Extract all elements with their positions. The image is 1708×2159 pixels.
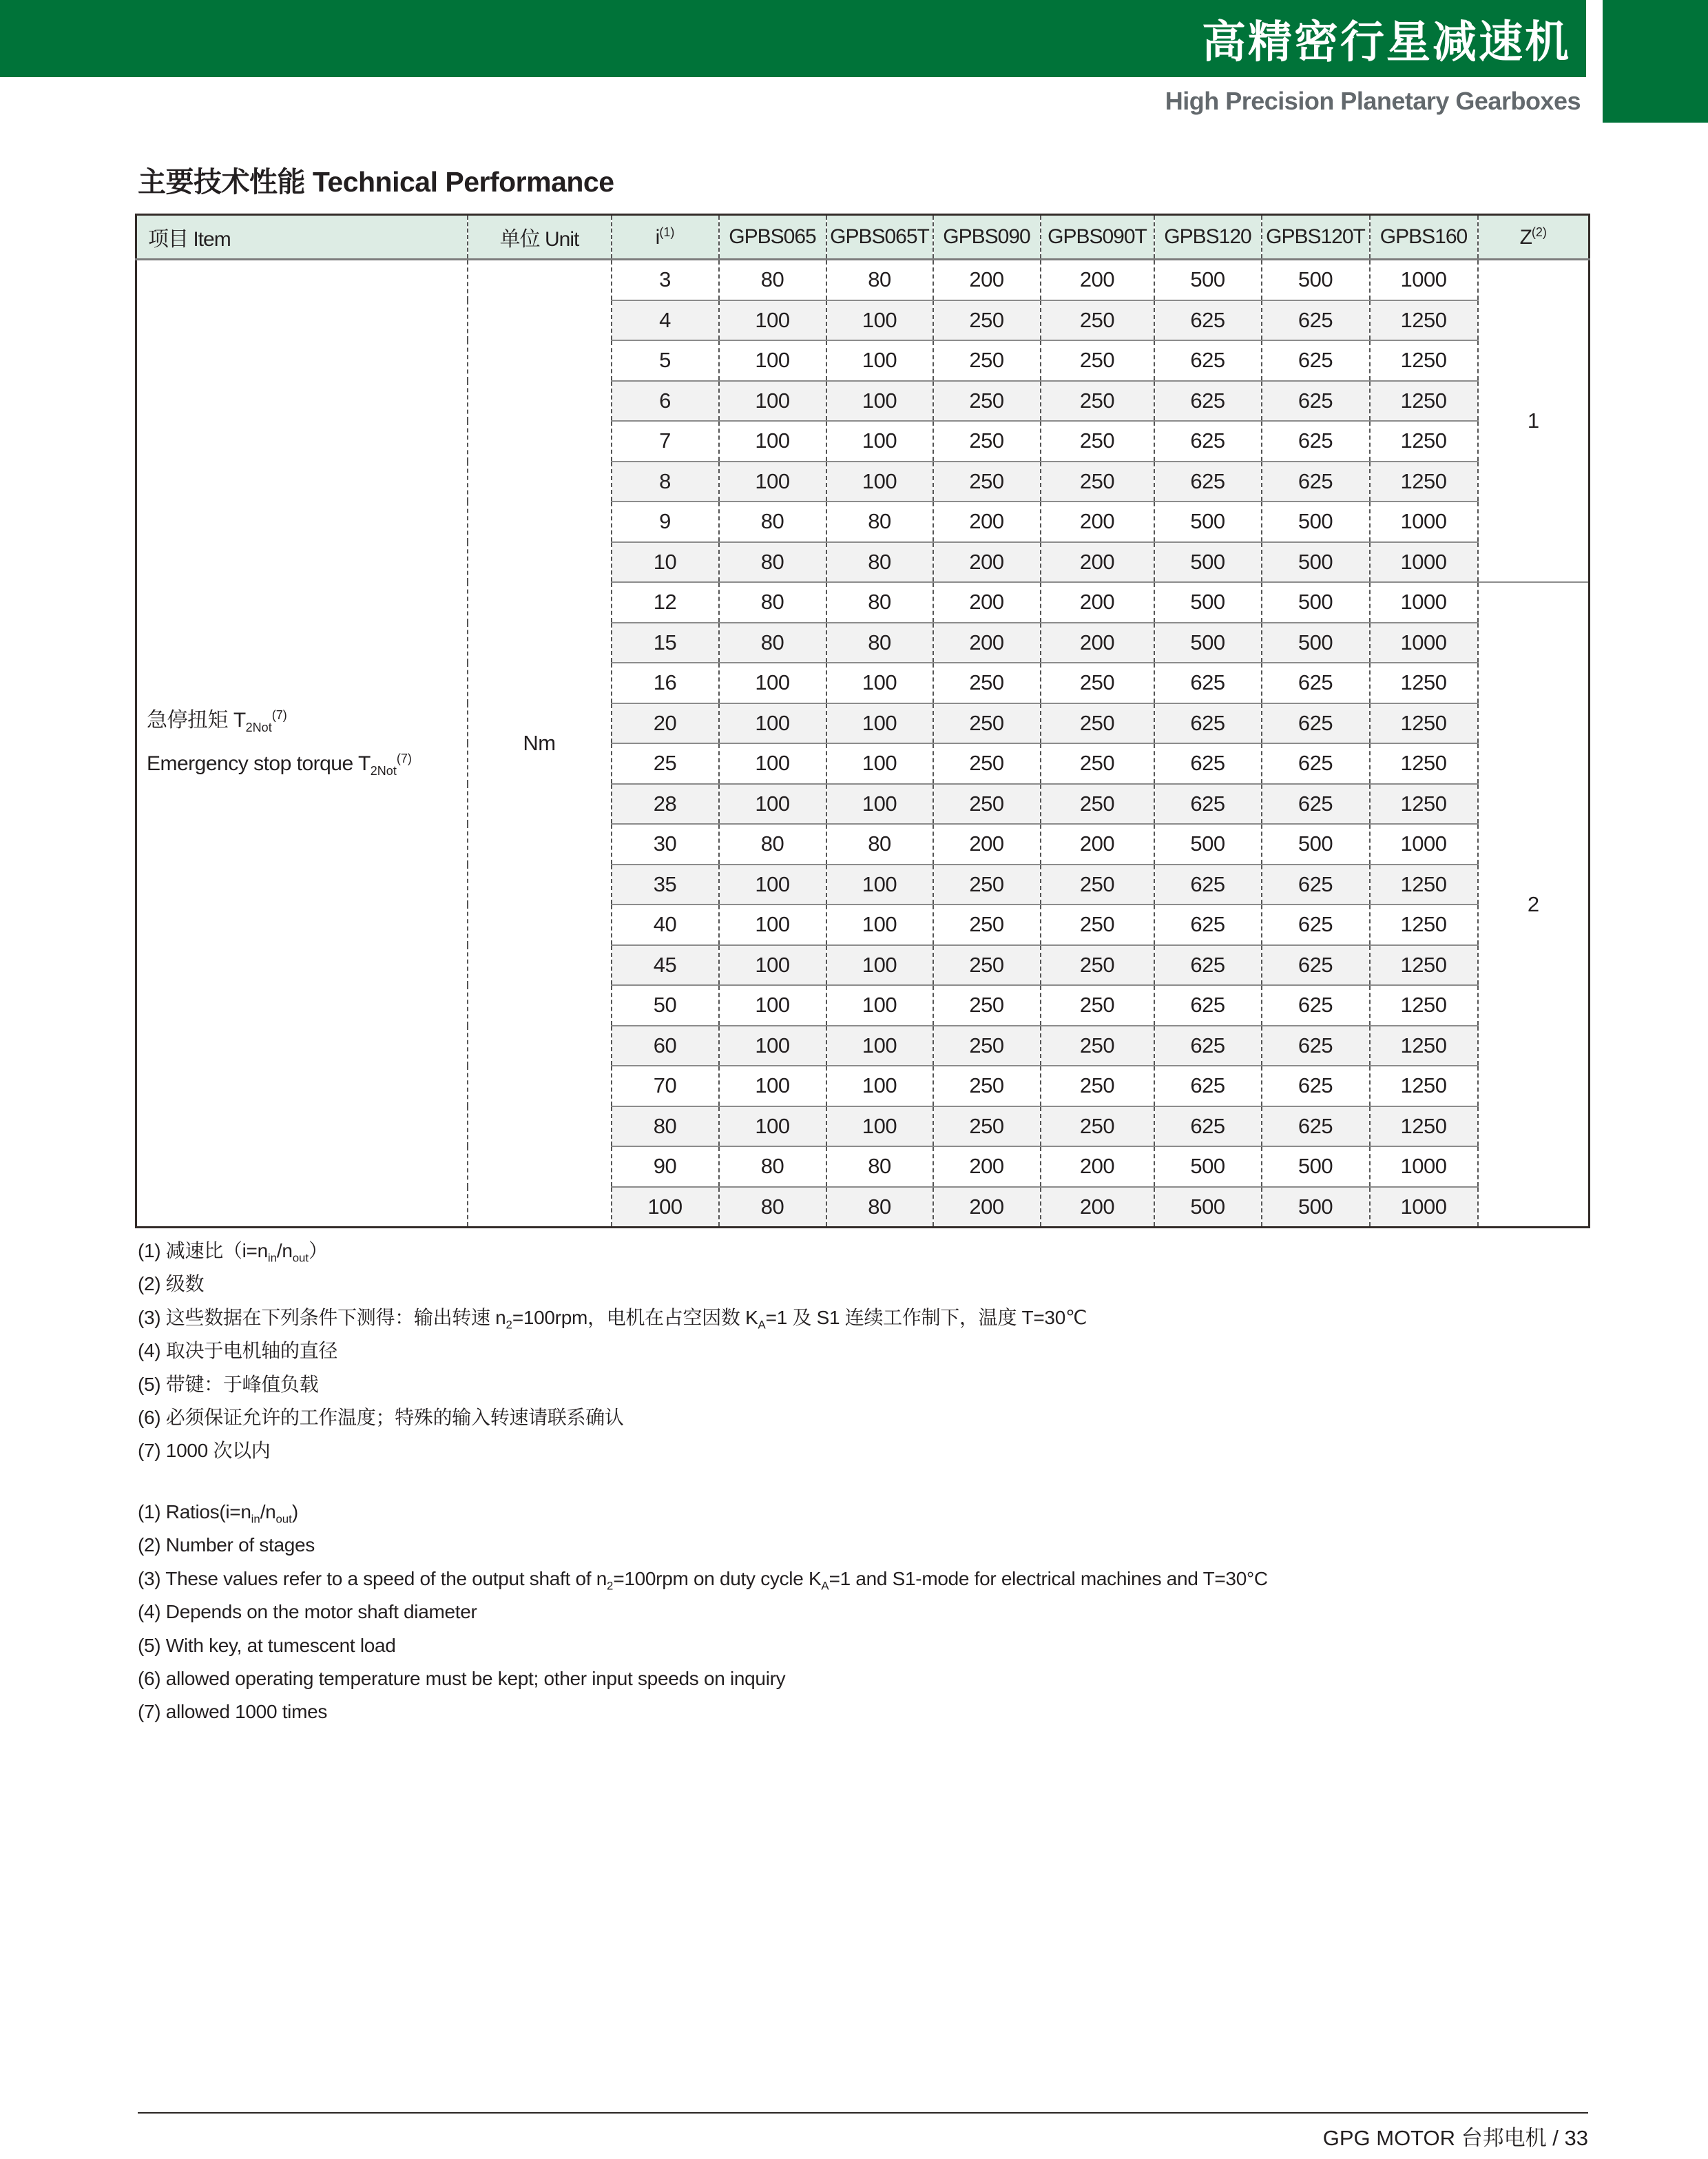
value-cell: 625 — [1154, 381, 1262, 422]
ratio-cell: 20 — [612, 703, 719, 744]
value-cell: 100 — [719, 663, 826, 703]
value-cell: 1250 — [1370, 462, 1478, 502]
ratio-cell: 50 — [612, 985, 719, 1026]
value-cell: 200 — [1041, 582, 1154, 623]
footnote-line: (3) These values refer to a speed of the output shaft of $n_2=100rpm$ on duty cycle $K_A=1$ and S1-mode for electrical machines and T=30°C — [138, 1567, 1268, 1593]
footnote-line: (5) With key, at tumescent load — [138, 1634, 396, 1656]
ratio-cell: 16 — [612, 663, 719, 703]
value-cell: 625 — [1262, 865, 1370, 905]
value-cell: 250 — [1041, 1106, 1154, 1147]
value-cell: 625 — [1262, 1066, 1370, 1106]
value-cell: 250 — [1041, 905, 1154, 945]
value-cell: 500 — [1154, 582, 1262, 623]
value-cell: 80 — [826, 542, 933, 583]
value-cell: 250 — [933, 381, 1041, 422]
value-cell: 250 — [933, 340, 1041, 381]
footer-divider — [138, 2112, 1588, 2114]
value-cell: 200 — [933, 260, 1041, 300]
value-cell: 1000 — [1370, 542, 1478, 583]
footnote-line: (2) Number of stages — [138, 1534, 315, 1556]
value-cell: 625 — [1262, 784, 1370, 825]
value-cell: 250 — [1041, 743, 1154, 784]
value-cell: 625 — [1154, 1106, 1262, 1147]
value-cell: 100 — [719, 1066, 826, 1106]
value-cell: 80 — [826, 1146, 933, 1187]
value-cell: 250 — [933, 1026, 1041, 1066]
value-cell: 200 — [1041, 542, 1154, 583]
value-cell: 500 — [1262, 1146, 1370, 1187]
value-cell: 1250 — [1370, 945, 1478, 986]
value-cell: 250 — [1041, 703, 1154, 744]
value-cell: 1250 — [1370, 1066, 1478, 1106]
value-cell: 200 — [933, 1146, 1041, 1187]
ratio-cell: 90 — [612, 1146, 719, 1187]
page-title-zh: 高精密行星减速机 — [1202, 17, 1571, 67]
ratio-cell: 60 — [612, 1026, 719, 1066]
value-cell: 500 — [1154, 1187, 1262, 1228]
value-cell: 80 — [826, 623, 933, 663]
value-cell: 625 — [1154, 300, 1262, 341]
value-cell: 250 — [1041, 381, 1154, 422]
value-cell: 1250 — [1370, 663, 1478, 703]
value-cell: 200 — [1041, 1146, 1154, 1187]
item-cell: 急停扭矩 $T_{2Not}^{(7)}$ Emergency stop torque $T_{2Not}^{(7)}$ — [136, 260, 468, 1228]
value-cell: 100 — [826, 703, 933, 744]
value-cell: 1000 — [1370, 1146, 1478, 1187]
footer-page-info: GPG MOTOR 台邦电机 / 33 — [1322, 2126, 1588, 2150]
value-cell: 100 — [719, 905, 826, 945]
value-cell: 625 — [1154, 663, 1262, 703]
value-cell: 80 — [826, 260, 933, 300]
value-cell: 100 — [826, 663, 933, 703]
column-header-2: $i^{(1)}$ — [612, 215, 719, 260]
column-header-4: GPBS065T — [826, 215, 933, 260]
value-cell: 80 — [719, 623, 826, 663]
value-cell: 625 — [1262, 381, 1370, 422]
value-cell: 625 — [1154, 1066, 1262, 1106]
value-cell: 250 — [1041, 340, 1154, 381]
value-cell: 250 — [933, 905, 1041, 945]
value-cell: 250 — [1041, 421, 1154, 462]
ratio-cell: 5 — [612, 340, 719, 381]
section-title: 主要技术性能 Technical Performance — [138, 166, 614, 198]
column-header-3: GPBS065 — [719, 215, 826, 260]
value-cell: 625 — [1262, 703, 1370, 744]
column-header-5: GPBS090 — [933, 215, 1041, 260]
column-header-7: GPBS120 — [1154, 215, 1262, 260]
value-cell: 200 — [933, 824, 1041, 865]
value-cell: 1000 — [1370, 824, 1478, 865]
header-corner-block — [1603, 0, 1708, 123]
value-cell: 250 — [933, 421, 1041, 462]
footnote-line: (6) 必须保证允许的工作温度；特殊的输入转速请联系确认 — [138, 1406, 624, 1428]
value-cell: 250 — [1041, 985, 1154, 1026]
ratio-cell: 4 — [612, 300, 719, 341]
ratio-cell: 15 — [612, 623, 719, 663]
value-cell: 80 — [719, 502, 826, 542]
value-cell: 250 — [933, 784, 1041, 825]
value-cell: 250 — [933, 985, 1041, 1026]
value-cell: 100 — [826, 462, 933, 502]
value-cell: 250 — [1041, 663, 1154, 703]
column-header-9: GPBS160 — [1370, 215, 1478, 260]
value-cell: 100 — [826, 421, 933, 462]
value-cell: 100 — [719, 865, 826, 905]
header-banner — [0, 0, 1586, 77]
value-cell: 80 — [826, 1187, 933, 1228]
footnote-line: (4) 取决于电机轴的直径 — [138, 1340, 338, 1362]
value-cell: 80 — [826, 502, 933, 542]
value-cell: 250 — [933, 865, 1041, 905]
value-cell: 100 — [826, 1026, 933, 1066]
footnote-line: (4) Depends on the motor shaft diameter — [138, 1601, 477, 1623]
footnote-line: (2) 级数 — [138, 1273, 205, 1295]
ratio-cell: 70 — [612, 1066, 719, 1106]
ratio-cell: 6 — [612, 381, 719, 422]
ratio-cell: 3 — [612, 260, 719, 300]
value-cell: 625 — [1154, 340, 1262, 381]
column-header-1: 单位 Unit — [468, 215, 612, 260]
value-cell: 1250 — [1370, 865, 1478, 905]
value-cell: 80 — [719, 260, 826, 300]
value-cell: 625 — [1154, 905, 1262, 945]
value-cell: 250 — [1041, 1026, 1154, 1066]
value-cell: 100 — [719, 703, 826, 744]
value-cell: 250 — [933, 462, 1041, 502]
value-cell: 100 — [826, 1066, 933, 1106]
value-cell: 100 — [719, 340, 826, 381]
value-cell: 200 — [1041, 260, 1154, 300]
value-cell: 625 — [1154, 985, 1262, 1026]
value-cell: 250 — [1041, 300, 1154, 341]
value-cell: 100 — [826, 784, 933, 825]
footnotes-english — [138, 1496, 1268, 1729]
value-cell: 500 — [1262, 582, 1370, 623]
value-cell: 80 — [826, 824, 933, 865]
unit-cell: Nm — [468, 260, 612, 1228]
footnote-line: (5) 带键：于峰值负载 — [138, 1373, 319, 1395]
value-cell: 250 — [933, 703, 1041, 744]
value-cell: 200 — [1041, 824, 1154, 865]
value-cell: 1250 — [1370, 421, 1478, 462]
ratio-cell: 80 — [612, 1106, 719, 1147]
value-cell: 1000 — [1370, 623, 1478, 663]
value-cell: 200 — [933, 1187, 1041, 1228]
value-cell: 100 — [826, 905, 933, 945]
value-cell: 100 — [826, 985, 933, 1026]
table-header-row — [136, 215, 1590, 260]
ratio-cell: 100 — [612, 1187, 719, 1228]
value-cell: 625 — [1154, 945, 1262, 986]
value-cell: 500 — [1262, 1187, 1370, 1228]
value-cell: 1250 — [1370, 703, 1478, 744]
value-cell: 100 — [826, 340, 933, 381]
value-cell: 1000 — [1370, 260, 1478, 300]
ratio-cell: 12 — [612, 582, 719, 623]
value-cell: 625 — [1262, 663, 1370, 703]
value-cell: 625 — [1262, 340, 1370, 381]
value-cell: 1250 — [1370, 1106, 1478, 1147]
value-cell: 100 — [719, 1026, 826, 1066]
value-cell: 625 — [1154, 1026, 1262, 1066]
value-cell: 500 — [1154, 623, 1262, 663]
value-cell: 100 — [719, 1106, 826, 1147]
value-cell: 250 — [933, 663, 1041, 703]
ratio-cell: 30 — [612, 824, 719, 865]
value-cell: 1000 — [1370, 502, 1478, 542]
value-cell: 100 — [719, 421, 826, 462]
footnote-line: (7) allowed 1000 times — [138, 1701, 328, 1723]
ratio-cell: 45 — [612, 945, 719, 986]
value-cell: 625 — [1154, 784, 1262, 825]
value-cell: 625 — [1154, 743, 1262, 784]
page-subtitle-en: High Precision Planetary Gearboxes — [1165, 87, 1581, 115]
footnote-line: (3) 这些数据在下列条件下测得：输出转速 $n_2=100rpm$，电机在占空因数 $K_A=1$ 及 S1 连续工作制下，温度 T=30℃ — [138, 1306, 1087, 1332]
value-cell: 1000 — [1370, 582, 1478, 623]
value-cell: 625 — [1262, 985, 1370, 1026]
value-cell: 200 — [1041, 623, 1154, 663]
value-cell: 500 — [1262, 623, 1370, 663]
stage-cell: 1 — [1478, 260, 1590, 583]
footnote-line: (7) 1000 次以内 — [138, 1440, 271, 1462]
value-cell: 625 — [1262, 300, 1370, 341]
value-cell: 200 — [1041, 1187, 1154, 1228]
value-cell: 100 — [826, 300, 933, 341]
value-cell: 500 — [1154, 260, 1262, 300]
value-cell: 625 — [1262, 945, 1370, 986]
value-cell: 100 — [826, 743, 933, 784]
stage-cell: 2 — [1478, 582, 1590, 1228]
value-cell: 250 — [933, 945, 1041, 986]
ratio-cell: 8 — [612, 462, 719, 502]
value-cell: 500 — [1154, 502, 1262, 542]
value-cell: 500 — [1262, 260, 1370, 300]
value-cell: 500 — [1154, 542, 1262, 583]
value-cell: 200 — [1041, 502, 1154, 542]
value-cell: 100 — [719, 462, 826, 502]
value-cell: 80 — [719, 1187, 826, 1228]
value-cell: 625 — [1262, 905, 1370, 945]
value-cell: 200 — [933, 502, 1041, 542]
value-cell: 100 — [719, 945, 826, 986]
value-cell: 80 — [719, 542, 826, 583]
footnote-line: (6) allowed operating temperature must be kept; other input speeds on inquiry — [138, 1667, 786, 1689]
value-cell: 500 — [1154, 1146, 1262, 1187]
ratio-cell: 9 — [612, 502, 719, 542]
value-cell: 625 — [1262, 421, 1370, 462]
value-cell: 100 — [719, 743, 826, 784]
value-cell: 500 — [1154, 824, 1262, 865]
value-cell: 250 — [933, 1106, 1041, 1147]
ratio-cell: 10 — [612, 542, 719, 583]
value-cell: 250 — [1041, 462, 1154, 502]
value-cell: 625 — [1262, 462, 1370, 502]
value-cell: 1250 — [1370, 1026, 1478, 1066]
footnote-line: (1) $Ratios(i=n_{in}/n_{out})$ — [138, 1501, 298, 1526]
value-cell: 1250 — [1370, 743, 1478, 784]
ratio-cell: 28 — [612, 784, 719, 825]
value-cell: 1250 — [1370, 340, 1478, 381]
value-cell: 1250 — [1370, 784, 1478, 825]
value-cell: 100 — [719, 985, 826, 1026]
value-cell: 1250 — [1370, 300, 1478, 341]
ratio-cell: 7 — [612, 421, 719, 462]
value-cell: 100 — [826, 865, 933, 905]
ratio-cell: 25 — [612, 743, 719, 784]
value-cell: 80 — [719, 582, 826, 623]
value-cell: 250 — [933, 743, 1041, 784]
value-cell: 100 — [719, 300, 826, 341]
value-cell: 1250 — [1370, 381, 1478, 422]
value-cell: 625 — [1154, 462, 1262, 502]
column-header-6: GPBS090T — [1041, 215, 1154, 260]
footnotes-chinese — [138, 1235, 1087, 1468]
value-cell: 250 — [1041, 945, 1154, 986]
value-cell: 625 — [1262, 743, 1370, 784]
column-header-0: 项目 Item — [136, 215, 468, 260]
value-cell: 625 — [1154, 703, 1262, 744]
value-cell: 200 — [933, 623, 1041, 663]
value-cell: 250 — [1041, 865, 1154, 905]
technical-performance-table — [135, 214, 1590, 1228]
value-cell: 625 — [1262, 1026, 1370, 1066]
value-cell: 80 — [826, 582, 933, 623]
value-cell: 625 — [1154, 865, 1262, 905]
value-cell: 200 — [933, 582, 1041, 623]
ratio-cell: 40 — [612, 905, 719, 945]
value-cell: 100 — [719, 784, 826, 825]
value-cell: 1250 — [1370, 985, 1478, 1026]
value-cell: 500 — [1262, 542, 1370, 583]
value-cell: 100 — [826, 381, 933, 422]
value-cell: 80 — [719, 1146, 826, 1187]
table-row — [136, 260, 1590, 300]
ratio-cell: 35 — [612, 865, 719, 905]
value-cell: 100 — [826, 1106, 933, 1147]
value-cell: 200 — [933, 542, 1041, 583]
value-cell: 1250 — [1370, 905, 1478, 945]
footnote-line: (1) 减速比$(i=n_{in}/n_{out})$ — [138, 1240, 328, 1265]
value-cell: 100 — [826, 945, 933, 986]
column-header-8: GPBS120T — [1262, 215, 1370, 260]
value-cell: 500 — [1262, 502, 1370, 542]
column-header-10: $Z^{(2)}$ — [1478, 215, 1590, 260]
value-cell: 625 — [1262, 1106, 1370, 1147]
value-cell: 500 — [1262, 824, 1370, 865]
value-cell: 80 — [719, 824, 826, 865]
value-cell: 250 — [933, 300, 1041, 341]
value-cell: 1000 — [1370, 1187, 1478, 1228]
value-cell: 250 — [1041, 1066, 1154, 1106]
value-cell: 250 — [1041, 784, 1154, 825]
value-cell: 625 — [1154, 421, 1262, 462]
value-cell: 250 — [933, 1066, 1041, 1106]
value-cell: 100 — [719, 381, 826, 422]
